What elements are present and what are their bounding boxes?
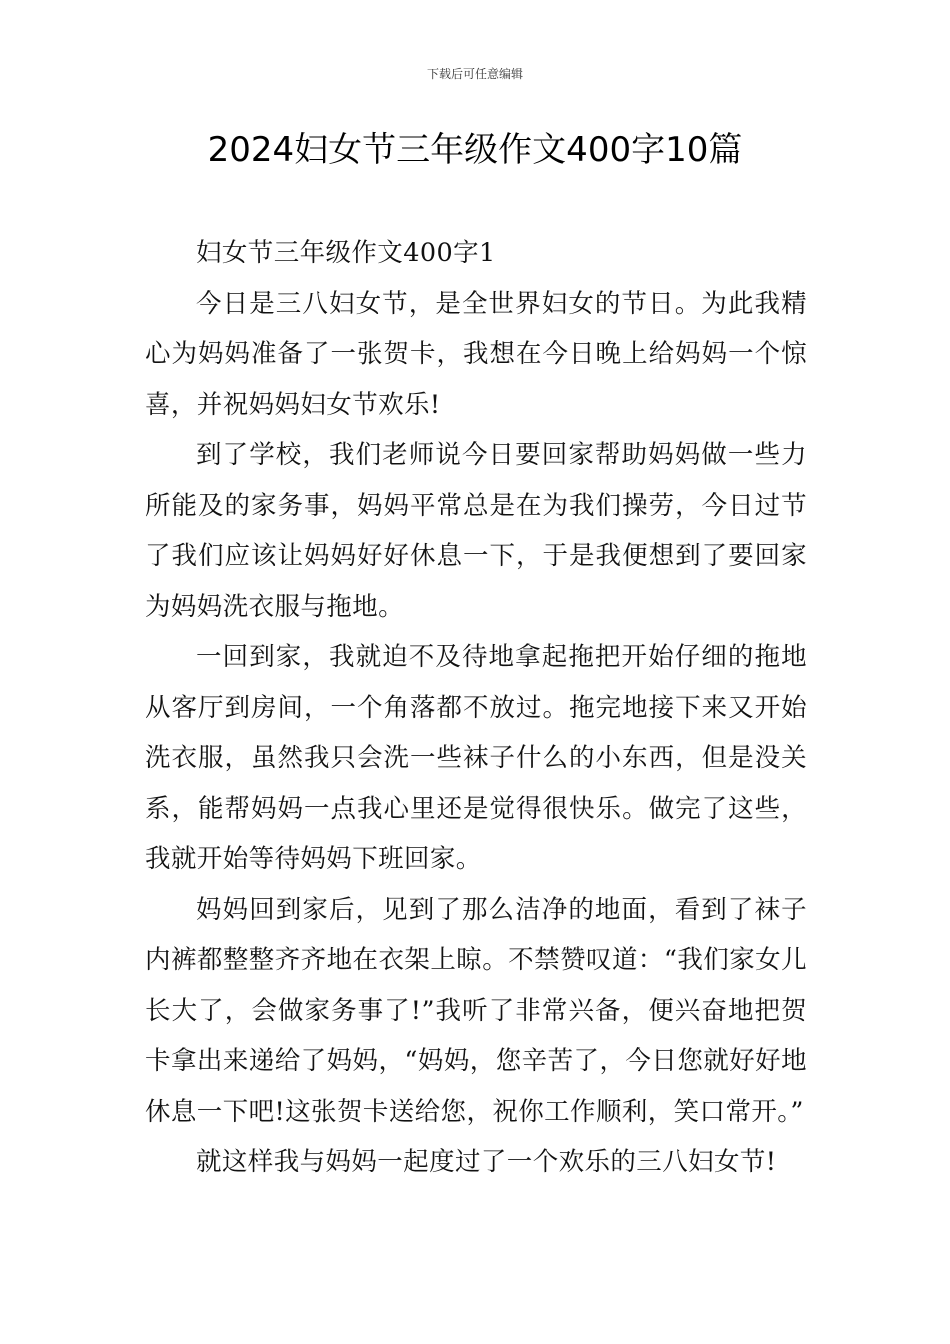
- essay-paragraph: 今日是三八妇女节，是全世界妇女的节日。为此我精心为妈妈准备了一张贺卡，我想在今日晚上给妈妈一个惊喜，并祝妈妈妇女节欢乐!: [145, 288, 807, 420]
- essay-paragraph: 到了学校，我们老师说今日要回家帮助妈妈做一些力所能及的家务事，妈妈平常总是在为我们操劳，今日过节了我们应该让妈妈好好休息一下，于是我便想到了要回家为妈妈洗衣服与拖地。: [145, 440, 807, 622]
- essay-subtitle: 妇女节三年级作文400字1: [196, 238, 496, 268]
- header-note: 下载后可任意编辑: [426, 67, 523, 81]
- document-title: 2024妇女节三年级作文400字10篇: [207, 130, 743, 170]
- essay-paragraph: 一回到家，我就迫不及待地拿起拖把开始仔细的拖地从客厅到房间，一个角落都不放过。拖完地接下来又开始洗衣服，虽然我只会洗一些袜子什么的小东西，但是没关系，能帮妈妈一点我心里还是觉得很快乐。做完了这些，我就开始等待妈妈下班回家。: [145, 642, 807, 874]
- essay-body: [145, 228, 807, 1188]
- essay-paragraph: 就这样我与妈妈一起度过了一个欢乐的三八妇女节!: [196, 1147, 777, 1177]
- essay-paragraph: 妈妈回到家后，见到了那么洁净的地面，看到了袜子内裤都整整齐齐地在衣架上晾。不禁赞叹道：“我们家女儿长大了，会做家务事了!”我听了非常兴备，便兴奋地把贺卡拿出来递给了妈妈，“妈妈，您辛苦了，今日您就好好地休息一下吧!这张贺卡送给您，祝你工作顺利，笑口常开。”: [145, 894, 807, 1127]
